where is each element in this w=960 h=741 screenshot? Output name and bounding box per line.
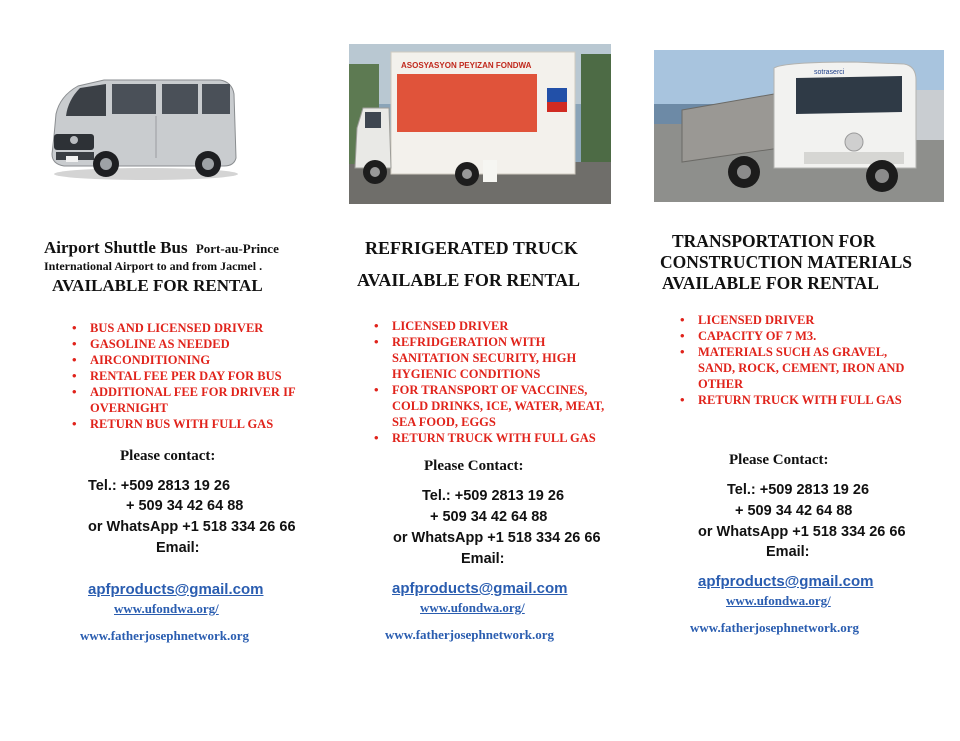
refrigerated-truck-photo [349,44,611,204]
list-item: • RENTAL FEE PER DAY FOR BUS [66,368,316,384]
construction-feature-list [674,312,924,408]
column-refrigerated-truck [320,0,640,741]
truck-sign-text: ASOSYASYON PEYIZAN FONDWA [401,61,532,70]
bus-tel-2: + 509 34 42 64 88 [126,498,244,514]
refrigerated-email-link[interactable]: apfproducts@gmail.com [392,580,568,597]
list-item: • LICENSED DRIVER [674,312,924,328]
bus-title-line1 [44,238,279,258]
bus-contact-heading: Please contact: [120,448,216,464]
construction-website-fatherjoseph[interactable]: www.fatherjosephnetwork.org [690,620,859,635]
bus-title-small: Port-au-Prince [195,241,279,256]
column-shuttle-bus [0,0,320,741]
refrigerated-tel-2: + 509 34 42 64 88 [430,509,548,525]
refrigerated-whatsapp: or WhatsApp +1 518 334 26 66 [393,530,601,546]
bus-title-line2: International Airport to and from Jacmel . [44,259,263,273]
refrigerated-tel-1: Tel.: +509 2813 19 26 [422,488,565,504]
refrigerated-contact-heading: Please Contact: [424,458,524,474]
list-item: • LICENSED DRIVER [368,318,618,334]
construction-email-label: Email: [766,544,810,560]
bus-email-link[interactable]: apfproducts@gmail.com [88,581,264,598]
list-item: • BUS AND LICENSED DRIVER [66,320,316,336]
list-item: • MATERIALS SUCH AS GRAVEL, SAND, ROCK, CEMENT, IRON AND OTHER [674,344,918,392]
bus-whatsapp: or WhatsApp +1 518 334 26 66 [88,519,296,535]
list-item: • RETURN TRUCK WITH FULL GAS [368,430,618,446]
bus-website-fatherjoseph[interactable]: www.fatherjosephnetwork.org [80,628,249,643]
refrigerated-title-line1: REFRIGERATED TRUCK [365,238,578,258]
shuttle-bus-photo [44,74,244,184]
list-item: • GASOLINE AS NEEDED [66,336,316,352]
bus-tel-1: Tel.: +509 2813 19 26 [88,478,231,494]
construction-tel-2: + 509 34 42 64 88 [735,503,853,519]
refrigerated-title-line2: AVAILABLE FOR RENTAL [357,270,581,290]
refrigerated-feature-list [368,318,618,446]
list-item: • FOR TRANSPORT OF VACCINES, COLD DRINKS, ICE, WATER, MEAT, SEA FOOD, EGGS [368,382,612,430]
construction-truck-photo [654,50,944,202]
list-item: • RETURN TRUCK WITH FULL GAS [674,392,924,408]
column-construction-truck [640,0,960,741]
list-item: • REFRIDGERATION WITH SANITATION SECURITY, HIGH HYGIENIC CONDITIONS [368,334,612,382]
bus-email-label: Email: [156,540,200,556]
refrigerated-email-label: Email: [461,551,505,567]
construction-title-line3: AVAILABLE FOR RENTAL [662,273,879,293]
bus-title-line3: AVAILABLE FOR RENTAL [52,276,263,295]
bus-feature-list [66,320,316,432]
construction-whatsapp: or WhatsApp +1 518 334 26 66 [698,524,906,540]
list-item: • AIRCONDITIONING [66,352,316,368]
bus-website-ufondwa[interactable]: www.ufondwa.org/ [114,601,219,616]
construction-contact-heading: Please Contact: [729,452,829,468]
list-item: • CAPACITY OF 7 M3. [674,328,924,344]
svg-text:sotraserci: sotraserci [814,69,845,76]
list-item: • ADDITIONAL FEE FOR DRIVER IF OVERNIGHT [66,384,305,416]
construction-title-line1: TRANSPORTATION FOR [672,231,876,251]
list-item: • RETURN BUS WITH FULL GAS [66,416,316,432]
construction-email-link[interactable]: apfproducts@gmail.com [698,573,874,590]
bus-title-main: Airport Shuttle Bus [44,238,188,257]
construction-website-ufondwa[interactable]: www.ufondwa.org/ [726,593,831,608]
construction-tel-1: Tel.: +509 2813 19 26 [727,482,870,498]
construction-title-line2: CONSTRUCTION MATERIALS [660,252,913,272]
refrigerated-website-ufondwa[interactable]: www.ufondwa.org/ [420,600,525,615]
refrigerated-website-fatherjoseph[interactable]: www.fatherjosephnetwork.org [385,627,554,642]
